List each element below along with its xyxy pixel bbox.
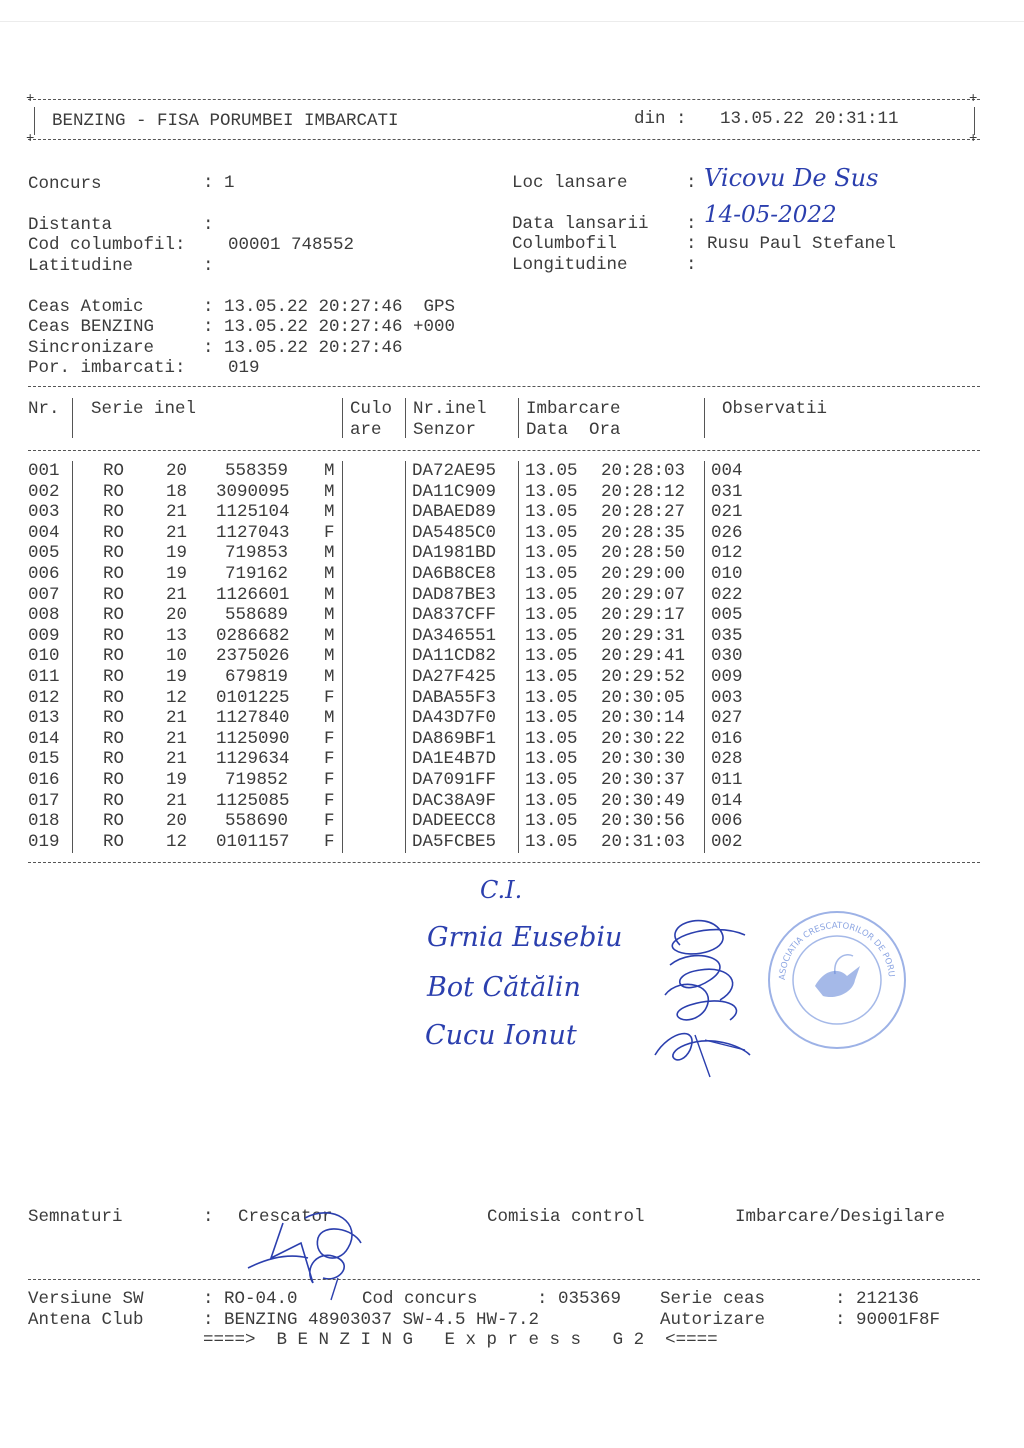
stamp-text: ASOCIATIA CRESCATORILOR DE PORUMBEI - ASOCIATIA SPORTIVA COLUMBOFILA [761, 901, 896, 981]
row-date: 13.05 [525, 770, 578, 790]
table-row [28, 626, 788, 647]
col-header-observatii: Observatii [722, 399, 828, 419]
data-lansarii-handwritten: 14-05-2022 [704, 202, 837, 228]
row-observatii: 010 [711, 564, 743, 584]
row-observatii: 031 [711, 481, 743, 502]
row-sex: F [324, 790, 335, 811]
member-2-handwritten: Bot Cătălin [427, 972, 581, 1003]
distanta-value: : [203, 215, 214, 235]
row-year: 21 [166, 749, 188, 770]
row-observatii: 016 [711, 728, 743, 749]
row-time: 20:29:17 [601, 605, 686, 626]
table-row [28, 585, 788, 606]
row-observatii: 012 [711, 543, 743, 564]
row-sensor: DA11C909 [412, 481, 497, 502]
row-serial: 0101225 [216, 687, 290, 708]
row-nr: 018 [28, 811, 60, 832]
col-header-senzor: Senzor [413, 420, 477, 440]
row-sex: F [324, 811, 335, 832]
columbofil-label: Columbofil [512, 234, 618, 254]
row-country: RO [103, 605, 125, 626]
row-sex: F [324, 831, 335, 852]
row-observatii: 004 [711, 461, 743, 481]
table-row [28, 770, 788, 791]
row-sensor: DA869BF1 [412, 728, 497, 749]
row-observatii: 021 [711, 502, 743, 523]
cod-concurs-value: : 035369 [537, 1289, 622, 1309]
row-sensor: DA1981BD [412, 543, 497, 564]
row-year: 20 [166, 605, 188, 626]
row-sensor: DA72AE95 [412, 461, 497, 481]
row-observatii: 027 [711, 708, 743, 729]
row-country: RO [103, 461, 125, 481]
data-lansarii-label: Data lansarii [512, 214, 649, 234]
row-year: 21 [166, 728, 188, 749]
commission-signature-scribbles [650, 905, 760, 1080]
row-year: 19 [166, 564, 188, 584]
row-country: RO [103, 481, 125, 502]
ceas-atomic-label: Ceas Atomic [28, 297, 144, 317]
row-date: 13.05 [525, 605, 578, 626]
row-year: 12 [166, 687, 188, 708]
row-serial: 1125104 [216, 502, 290, 523]
row-date: 13.05 [525, 502, 578, 523]
row-nr: 006 [28, 564, 60, 584]
row-date: 13.05 [525, 522, 578, 543]
table-row [28, 543, 788, 564]
cod-columbofil-value: 00001 748552 [228, 235, 355, 255]
row-sensor: DA1E4B7D [412, 749, 497, 770]
row-country: RO [103, 728, 125, 749]
col-header-data-ora: Data Ora [526, 420, 621, 440]
row-sensor: DA7091FF [412, 770, 497, 790]
row-observatii: 028 [711, 749, 743, 770]
table-row [28, 646, 788, 667]
row-time: 20:30:56 [601, 811, 686, 832]
din-label: din : [634, 109, 687, 129]
loc-lansare-handwritten: Vicovu De Sus [704, 164, 879, 192]
row-time: 20:30:49 [601, 790, 686, 811]
row-sex: M [324, 543, 335, 564]
row-country: RO [103, 584, 125, 605]
row-serial: 1127840 [216, 708, 290, 729]
row-nr: 002 [28, 481, 60, 502]
breeder-signature [243, 1198, 368, 1303]
row-serial: 3090095 [216, 481, 290, 502]
col-header-culo: Culo [350, 399, 393, 419]
row-time: 20:28:50 [601, 543, 686, 564]
scan-edge [0, 21, 1024, 22]
row-serial: 719162 [224, 564, 288, 584]
table-row [28, 667, 788, 688]
row-nr: 016 [28, 770, 60, 790]
table-row [28, 461, 788, 482]
row-observatii: 002 [711, 831, 743, 852]
row-sex: F [324, 522, 335, 543]
row-serial: 719853 [224, 543, 288, 564]
row-serial: 1125090 [216, 728, 290, 749]
row-nr: 007 [28, 584, 60, 605]
data-lansarii-sep: : [686, 214, 697, 234]
member-1-handwritten: Grnia Eusebiu [427, 922, 623, 953]
row-nr: 001 [28, 461, 60, 481]
row-serial: 719852 [224, 770, 288, 790]
row-year: 18 [166, 481, 188, 502]
row-year: 20 [166, 811, 188, 832]
longitudine-value: : [686, 255, 697, 275]
row-country: RO [103, 687, 125, 708]
row-sensor: DA43D7F0 [412, 708, 497, 729]
col-header-are: are [350, 420, 382, 440]
row-year: 21 [166, 502, 188, 523]
row-sex: M [324, 708, 335, 729]
row-nr: 014 [28, 728, 60, 749]
table-row [28, 749, 788, 770]
row-time: 20:29:00 [601, 564, 686, 584]
row-serial: 558359 [224, 461, 288, 481]
row-date: 13.05 [525, 667, 578, 687]
member-3-handwritten: Cucu Ionut [425, 1020, 577, 1051]
row-serial: 1126601 [216, 584, 290, 605]
row-sensor: DA11CD82 [412, 646, 497, 667]
table-row [28, 564, 788, 585]
autorizare-label: Autorizare [660, 1310, 766, 1330]
row-date: 13.05 [525, 461, 578, 481]
imbarcare-desigilare-label: Imbarcare/Desigilare [735, 1207, 946, 1227]
row-date: 13.05 [525, 811, 578, 832]
row-nr: 017 [28, 790, 60, 811]
antena-club-label: Antena Club [28, 1310, 144, 1330]
row-time: 20:28:35 [601, 522, 686, 543]
concurs-label: Concurs [28, 174, 102, 194]
row-nr: 010 [28, 646, 60, 667]
row-serial: 1129634 [216, 749, 290, 770]
row-sensor: DA27F425 [412, 667, 497, 687]
semnaturi-label: Semnaturi [28, 1207, 123, 1227]
row-sensor: DAD87BE3 [412, 584, 497, 605]
autorizare-value: : 90001F8F [835, 1310, 941, 1330]
table-row [28, 605, 788, 626]
row-sex: M [324, 564, 335, 584]
ceas-atomic-value: : 13.05.22 20:27:46 GPS [203, 297, 456, 317]
table-row [28, 832, 788, 853]
col-header-nrinel: Nr.inel [413, 399, 487, 419]
row-year: 19 [166, 543, 188, 564]
row-date: 13.05 [525, 646, 578, 667]
versiune-sw-value: : RO-04.0 [203, 1289, 298, 1309]
row-time: 20:29:41 [601, 646, 686, 667]
row-nr: 011 [28, 667, 60, 687]
row-time: 20:29:52 [601, 667, 686, 687]
row-sensor: DA837CFF [412, 605, 497, 626]
row-date: 13.05 [525, 749, 578, 770]
versiune-sw-label: Versiune SW [28, 1289, 144, 1309]
row-date: 13.05 [525, 625, 578, 646]
row-time: 20:30:22 [601, 728, 686, 749]
row-year: 20 [166, 461, 188, 481]
serie-ceas-label: Serie ceas [660, 1289, 766, 1309]
row-sensor: DA5485C0 [412, 522, 497, 543]
row-nr: 015 [28, 749, 60, 770]
row-observatii: 005 [711, 605, 743, 626]
table-row [28, 523, 788, 544]
columbofil-value: : Rusu Paul Stefanel [686, 234, 897, 254]
row-nr: 005 [28, 543, 60, 564]
cod-concurs-label: Cod concurs [362, 1289, 478, 1309]
row-serial: 558689 [224, 605, 288, 626]
row-time: 20:28:03 [601, 461, 686, 481]
row-nr: 013 [28, 708, 60, 729]
association-stamp [761, 901, 910, 1053]
row-time: 20:28:12 [601, 481, 686, 502]
row-observatii: 014 [711, 790, 743, 811]
row-serial: 0286682 [216, 625, 290, 646]
row-date: 13.05 [525, 584, 578, 605]
row-sex: M [324, 584, 335, 605]
row-date: 13.05 [525, 708, 578, 729]
longitudine-label: Longitudine [512, 255, 628, 275]
row-observatii: 003 [711, 687, 743, 708]
col-header-imbarcare: Imbarcare [526, 399, 621, 419]
row-nr: 004 [28, 522, 60, 543]
cod-columbofil-label: Cod columbofil: [28, 235, 186, 255]
col-header-serie: Serie inel [91, 399, 197, 419]
row-date: 13.05 [525, 687, 578, 708]
por-imbarcati-value: 019 [228, 358, 260, 378]
row-country: RO [103, 502, 125, 523]
row-nr: 012 [28, 687, 60, 708]
row-time: 20:30:14 [601, 708, 686, 729]
row-country: RO [103, 708, 125, 729]
row-sensor: DA5FCBE5 [412, 831, 497, 852]
row-observatii: 022 [711, 584, 743, 605]
loc-lansare-label: Loc lansare [512, 173, 628, 193]
print-timestamp: 13.05.22 20:31:11 [720, 109, 899, 129]
row-sex: M [324, 605, 335, 626]
row-serial: 558690 [224, 811, 288, 832]
table-row [28, 791, 788, 812]
row-serial: 1127043 [216, 522, 290, 543]
table-row [28, 688, 788, 709]
row-year: 21 [166, 708, 188, 729]
row-serial: 1125085 [216, 790, 290, 811]
row-country: RO [103, 811, 125, 832]
row-time: 20:28:27 [601, 502, 686, 523]
sincronizare-label: Sincronizare [28, 338, 155, 358]
row-year: 12 [166, 831, 188, 852]
serie-ceas-value: : 212136 [835, 1289, 920, 1309]
sincronizare-value: : 13.05.22 20:27:46 [203, 338, 403, 358]
row-year: 10 [166, 646, 188, 667]
row-time: 20:29:31 [601, 625, 686, 646]
row-country: RO [103, 543, 125, 564]
row-year: 21 [166, 522, 188, 543]
row-sex: M [324, 625, 335, 646]
row-observatii: 026 [711, 522, 743, 543]
row-sex: F [324, 770, 335, 790]
row-observatii: 006 [711, 811, 743, 832]
row-sex: M [324, 646, 335, 667]
row-sex: M [324, 502, 335, 523]
row-country: RO [103, 564, 125, 584]
row-nr: 019 [28, 831, 60, 852]
row-observatii: 030 [711, 646, 743, 667]
row-sensor: DA346551 [412, 625, 497, 646]
row-sex: F [324, 687, 335, 708]
row-country: RO [103, 522, 125, 543]
latitudine-value: : [203, 256, 214, 276]
row-sensor: DABA55F3 [412, 687, 497, 708]
row-sex: M [324, 481, 335, 502]
comisia-control-label: Comisia control [487, 1207, 645, 1227]
row-date: 13.05 [525, 728, 578, 749]
row-serial: 679819 [224, 667, 288, 687]
benzing-banner: ====> B E N Z I N G E x p r e s s G 2 <==== [203, 1330, 718, 1350]
row-observatii: 011 [711, 770, 743, 790]
latitudine-label: Latitudine [28, 256, 134, 276]
row-observatii: 035 [711, 625, 743, 646]
row-time: 20:30:37 [601, 770, 686, 790]
document-title: BENZING - FISA PORUMBEI IMBARCATI [52, 111, 399, 131]
loc-lansare-sep: : [686, 173, 697, 193]
table-row [28, 502, 788, 523]
row-sensor: DAC38A9F [412, 790, 497, 811]
row-nr: 009 [28, 625, 60, 646]
col-header-nr: Nr. [28, 399, 60, 419]
row-year: 19 [166, 667, 188, 687]
table-row [28, 708, 788, 729]
semnaturi-sep: : [203, 1207, 214, 1227]
row-observatii: 009 [711, 667, 743, 687]
row-sensor: DA6B8CE8 [412, 564, 497, 584]
row-sex: M [324, 461, 335, 481]
row-year: 13 [166, 625, 188, 646]
row-date: 13.05 [525, 790, 578, 811]
row-date: 13.05 [525, 481, 578, 502]
ci-handwritten: C.I. [480, 876, 523, 904]
row-country: RO [103, 749, 125, 770]
row-date: 13.05 [525, 564, 578, 584]
row-sensor: DABAED89 [412, 502, 497, 523]
table-row [28, 482, 788, 503]
row-nr: 008 [28, 605, 60, 626]
row-time: 20:30:05 [601, 687, 686, 708]
row-time: 20:30:30 [601, 749, 686, 770]
crescator-label: Crescator [238, 1207, 333, 1227]
row-serial: 0101157 [216, 831, 290, 852]
row-country: RO [103, 790, 125, 811]
row-date: 13.05 [525, 831, 578, 852]
table-row [28, 811, 788, 832]
row-time: 20:31:03 [601, 831, 686, 852]
distanta-label: Distanta [28, 215, 113, 235]
antena-club-value: : BENZING 48903037 SW-4.5 HW-7.2 [203, 1310, 540, 1330]
row-country: RO [103, 646, 125, 667]
row-sex: F [324, 749, 335, 770]
row-sex: M [324, 667, 335, 687]
ceas-benzing-label: Ceas BENZING [28, 317, 155, 337]
row-nr: 003 [28, 502, 60, 523]
row-year: 19 [166, 770, 188, 790]
row-country: RO [103, 625, 125, 646]
row-country: RO [103, 831, 125, 852]
row-country: RO [103, 770, 125, 790]
row-country: RO [103, 667, 125, 687]
ceas-benzing-value: : 13.05.22 20:27:46 +000 [203, 317, 456, 337]
row-date: 13.05 [525, 543, 578, 564]
row-serial: 2375026 [216, 646, 290, 667]
row-time: 20:29:07 [601, 584, 686, 605]
row-year: 21 [166, 790, 188, 811]
row-sex: F [324, 728, 335, 749]
row-sensor: DADEECC8 [412, 811, 497, 832]
por-imbarcati-label: Por. imbarcati: [28, 358, 186, 378]
table-row [28, 729, 788, 750]
concurs-value: : 1 [203, 173, 235, 193]
row-year: 21 [166, 584, 188, 605]
